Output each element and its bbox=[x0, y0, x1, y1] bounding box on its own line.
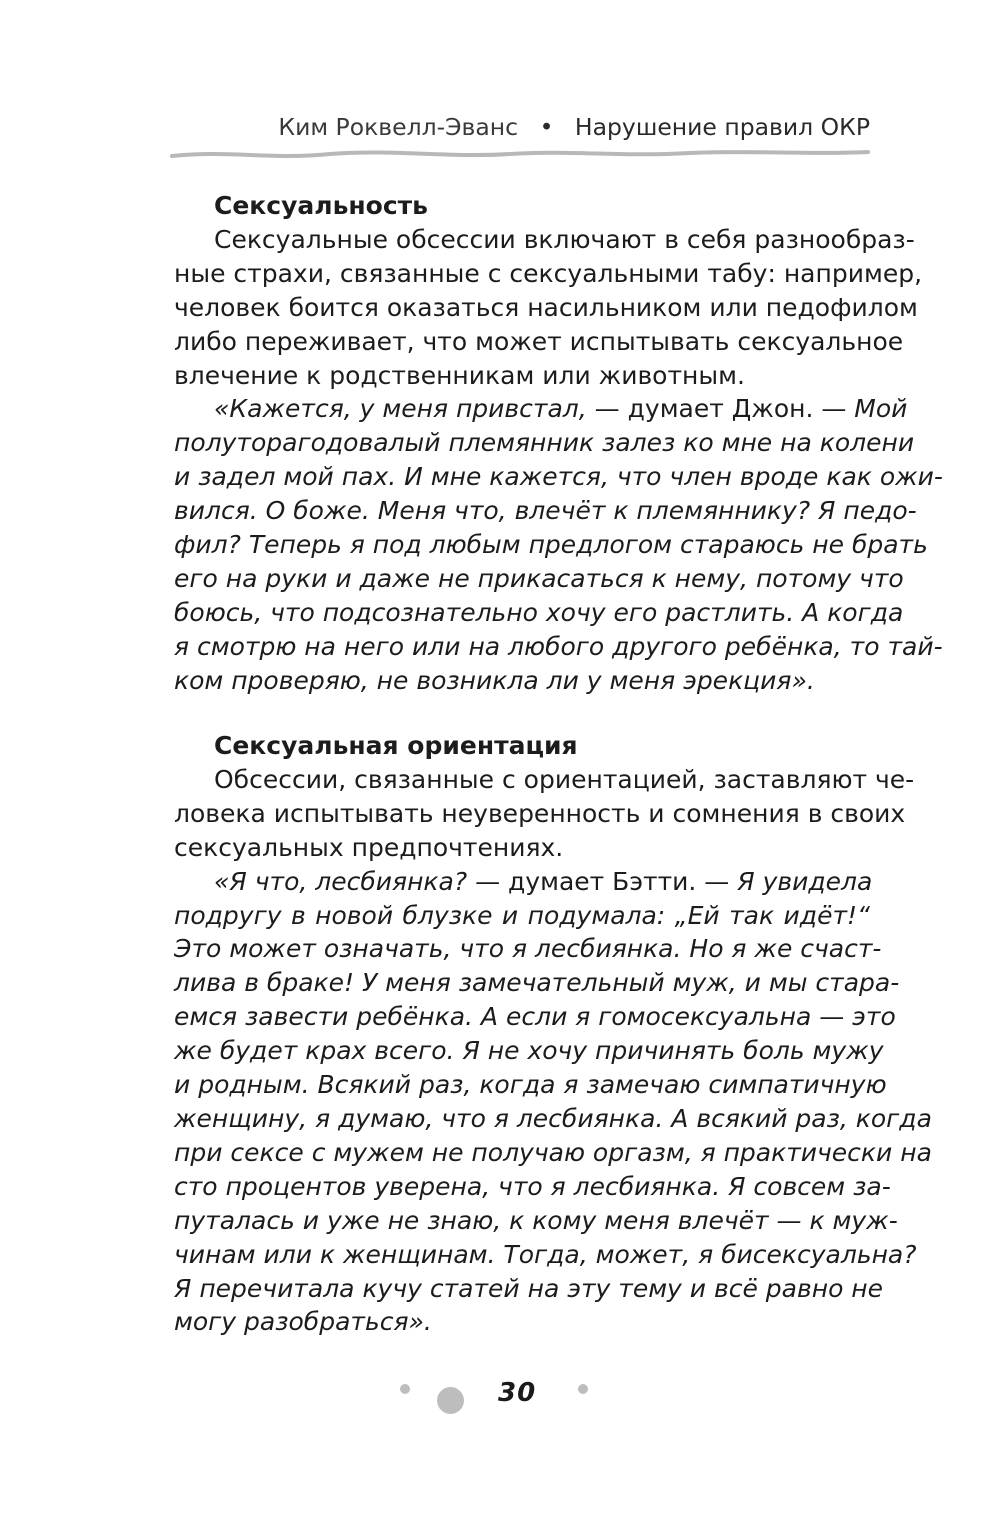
quote-line: сто процентов уверена, что я лесбиянка. Я совсем за- bbox=[174, 1171, 891, 1201]
paragraph-line: Сексуальные обсессии включают в себя разнообраз- bbox=[214, 224, 915, 254]
quote-line: лива в браке! У меня замечательный муж, и мы стара- bbox=[174, 968, 900, 998]
quote-italic: Я увидела bbox=[737, 866, 873, 896]
quote-attribution: — думает Бэтти. — bbox=[467, 866, 738, 896]
paragraph-line: сексуальных предпочтениях. bbox=[174, 832, 564, 862]
quote-line: могу разобраться». bbox=[174, 1307, 432, 1337]
quote-italic: Мой bbox=[854, 394, 908, 424]
section-orientation bbox=[174, 729, 932, 1339]
quote-line: емся завести ребёнка. А если я гомосексуальна — это bbox=[174, 1002, 896, 1032]
quote-italic: «Кажется, у меня привстал, bbox=[214, 394, 587, 424]
quote-line: боюсь, что подсознательно хочу его растлить. А когда bbox=[174, 597, 904, 627]
quote-line: при сексе с мужем не получаю оргазм, я практически на bbox=[174, 1137, 932, 1167]
quote-line: Это может означать, что я лесбиянка. Но я же счаст- bbox=[174, 934, 882, 964]
footer-dot-large-icon bbox=[437, 1387, 464, 1414]
quote-line: путалась и уже не знаю, к кому меня влечёт — к муж- bbox=[174, 1205, 898, 1235]
quote-line: Я перечитала кучу статей на эту тему и всё равно не bbox=[174, 1273, 884, 1303]
paragraph-line: Обсессии, связанные с ориентацией, заставляют че- bbox=[214, 764, 915, 794]
quote-line: фил? Теперь я под любым предлогом стараюсь не брать bbox=[174, 530, 928, 560]
quote-line: вился. О боже. Меня что, влечёт к племяннику? Я педо- bbox=[174, 496, 917, 526]
header-author: Ким Роквелл-Эванс bbox=[278, 113, 519, 141]
running-header bbox=[175, 113, 870, 141]
header-title: Нарушение правил ОКР bbox=[574, 113, 870, 141]
quote-first-line bbox=[174, 392, 908, 426]
quote-line: женщину, я думаю, что я лесбиянка. А всякий раз, когда bbox=[174, 1103, 932, 1133]
section-sexuality bbox=[174, 189, 943, 698]
paragraph-line: влечение к родственникам или животным. bbox=[174, 360, 745, 390]
quote-line: его на руки и даже не прикасаться к нему, потому что bbox=[174, 563, 904, 593]
quote-first-line bbox=[174, 865, 873, 899]
paragraph-line: человек боится оказаться насильником или педофилом bbox=[174, 292, 918, 322]
page-number: 30 bbox=[498, 1378, 537, 1408]
section-heading: Сексуальность bbox=[214, 191, 428, 220]
quote-line: ком проверяю, не возникла ли у меня эрекция». bbox=[174, 665, 815, 695]
footer-dot-small-icon bbox=[578, 1384, 588, 1394]
header-wavy-rule bbox=[170, 146, 870, 162]
footer-dot-small-icon bbox=[400, 1384, 410, 1394]
quote-line: и родным. Всякий раз, когда я замечаю симпатичную bbox=[174, 1070, 887, 1100]
quote-line: же будет крах всего. Я не хочу причинять боль мужу bbox=[174, 1036, 884, 1066]
paragraph-line: ные страхи, связанные с сексуальными табу: например, bbox=[174, 258, 923, 288]
section-heading: Сексуальная ориентация bbox=[214, 731, 578, 760]
quote-line: полуторагодовалый племянник залез ко мне на колени bbox=[174, 428, 915, 458]
quote-attribution: — думает Джон. — bbox=[586, 394, 855, 424]
paragraph-line: либо переживает, что может испытывать сексуальное bbox=[174, 326, 904, 356]
header-bullet: • bbox=[539, 113, 554, 141]
quote-italic: «Я что, лесбиянка? bbox=[214, 866, 468, 896]
quote-line: и задел мой пах. И мне кажется, что член вроде как ожи- bbox=[174, 462, 943, 492]
paragraph-line: ловека испытывать неуверенность и сомнения в своих bbox=[174, 798, 906, 828]
quote-line: чинам или к женщинам. Тогда, может, я бисексуальна? bbox=[174, 1239, 917, 1269]
quote-line: я смотрю на него или на любого другого ребёнка, то тай- bbox=[174, 631, 943, 661]
quote-line: подругу в новой блузке и подумала: „Ей так идёт!“ bbox=[174, 900, 870, 930]
